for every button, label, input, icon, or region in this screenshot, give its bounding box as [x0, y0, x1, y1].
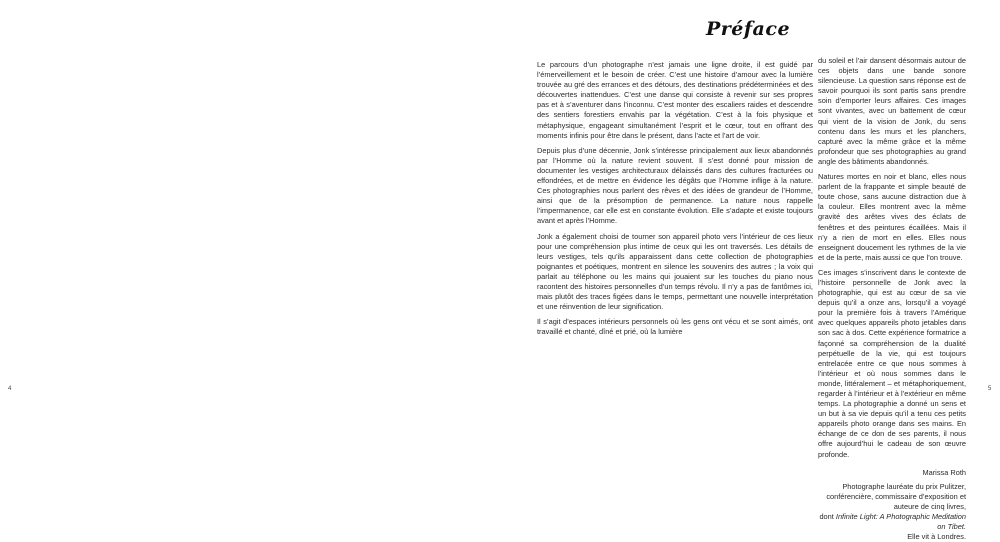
text-column-left — [537, 60, 813, 342]
page-number-right: 5 — [988, 386, 992, 392]
page-number-left: 4 — [8, 386, 12, 392]
paragraph: Depuis plus d’une décennie, Jonk s’intéresse principalement aux lieux abandonnés par l’Homme où la nature revient souvent. Il s’est donné pour mission de documenter les vestiges architecturaux délaissés dans des cultures fracturées ou effondrées, et de mettre en évidence les dégâts que l’Homme inflige à la nature. Ces photographies nous parlent des rêves et des idées de grandeur de l’Homme, ainsi que de la présomption de permanence. La nature nous rappelle l’impermanence, car elle est en constante évolution. Elle s’adapte et existe toujours avant et après l’Homme. — [537, 145, 813, 226]
book-title: Infinite Light: A Photographic Meditation on Tibet. — [835, 512, 966, 532]
page-title: Préface — [706, 18, 791, 40]
bio-line: Elle vit à Londres. — [907, 532, 966, 542]
paragraph: du soleil et l’air dansent désormais autour de ces objets dans une bande sonore silencieuse. La question sans réponse est de savoir pourquoi ils sont partis sans prendre soin d’emporter leurs affaires. Ces images sont vivantes, avec un battement de cœur qui vient de la vision de Jonk, du sens contenu dans les murs et les planchers, capturé avec la même grâce et la même profondeur que ses photographies au grand angle des bâtiments abandonnés. — [818, 56, 966, 166]
author-bio — [818, 482, 966, 542]
bio-line: dont — [819, 512, 836, 522]
bio-line: Photographe lauréate du prix Pulitzer, conférencière, commissaire d’exposition et auteure de cinq livres, — [826, 481, 966, 511]
paragraph: Le parcours d’un photographe n’est jamais une ligne droite, il est guidé par l’émerveillement et le besoin de créer. C’est une histoire d’amour avec la lumière trouvée au gré des errances et des détours, des destinations prédéterminées et des découvertes inattendues. C’est une danse qui consiste à revenir sur ses propres pas et à s’aventurer dans l’inconnu. C’est monter des escaliers raides et descendre des sentiers forestiers envahis par la végétation. C’est à la fois physique et métaphysique, engageant simultanément l’esprit et le cœur, tout en offrant des moments infinis pour être dans le présent, dans l’acte et l’art de voir. — [537, 60, 813, 140]
text-column-right — [818, 56, 966, 542]
paragraph: Natures mortes en noir et blanc, elles nous parlent de la frappante et simple beauté de toute chose, sans aucune distraction due à la couleur. Elles montrent avec la même gravité des arêtes vives des éclats de fenêtres et des peintures écaillées. Mais il n’y a rien de mort en elles. Elles nous enseignent doucement les rythmes de la vie et de la perte, mais aussi ce que l’on trouve. — [818, 172, 966, 262]
paragraph: Ces images s’inscrivent dans le contexte de l’histoire personnelle de Jonk avec la photographie, qui est au cœur de sa vie depuis qu’il a onze ans, lorsqu’il a voyagé pour la première fois à travers l’Amérique avec quelques appareils photo jetables dans son sac à dos. Cette expérience formatrice a façonné sa compréhension de la dualité perpétuelle de la vie, qui est toujours entrelacée entre ce que nous sommes à l’intérieur et où nous sommes dans le monde, littéralement – et métaphoriquement, regarder à l’intérieur et à l’extérieur en même temps. La photographie a donné un sens et un but à sa vie depuis qu’il a tenu ces petits appareils photo orange dans ses mains. En échange de ce don de ses parents, il nous offre aujourd’hui le cadeau de son œuvre profonde. — [818, 267, 966, 459]
paragraph: Il s’agit d’espaces intérieurs personnels où les gens ont vécu et se sont aimés, ont travaillé et chanté, dîné et prié, où la lumière — [537, 317, 813, 337]
author-signature: Marissa Roth — [922, 467, 966, 477]
paragraph: Jonk a également choisi de tourner son appareil photo vers l’intérieur de ces lieux pour une compréhension plus intime de ceux qui les ont traversés. Les détails de leurs vestiges, tels qu’ils apparaissent dans cette collection de photographies poignantes et poétiques, montrent en silence les souvenirs des autres ; la voix qui parlait au téléphone ou les mains qui jouaient sur les touches du piano nous racontent des histoires personnelles d’un temps révolu. Il n’y a pas de fantômes ici, mais plutôt des traces figées dans le temps, permettant une nouvelle interprétation et une réinvention de leur signification. — [537, 231, 813, 312]
